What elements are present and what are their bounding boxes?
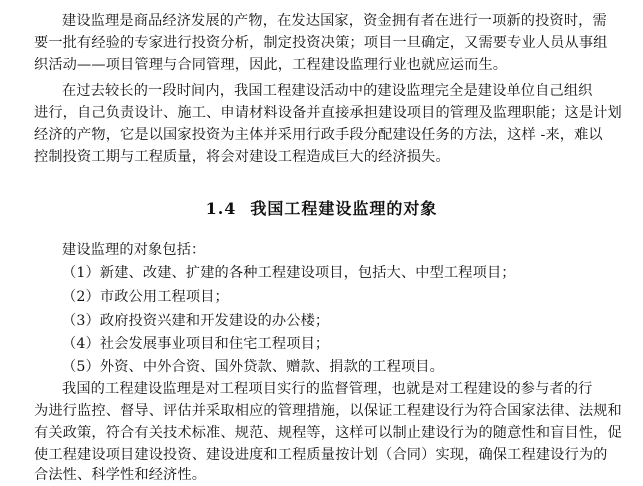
paragraph-2-line-1: 在过去较长的一段时间内，我国工程建设活动中的建设监理完全是建设单位自己组织 xyxy=(62,83,593,99)
objects-intro: 建设监理的对象包括： xyxy=(62,242,206,258)
paragraph-1-line-2: 要一批有经验的专家进行投资分析，制定投资决策；项目一旦确定，又需要专业人员从事组 xyxy=(34,35,608,51)
paragraph-3-line-5: 合法性、科学性和经济性。 xyxy=(34,467,207,483)
list-item-2: （2）市政公用工程项目； xyxy=(62,289,229,305)
list-item-3: （3）政府投资兴建和开发建设的办公楼； xyxy=(62,313,330,329)
list-item-4: （4）社会发展事业项目和住宅工程项目； xyxy=(62,336,330,352)
paragraph-3-line-1: 我国的工程建设监理是对工程项目实行的监督管理，也就是对工程建设的参与者的行 xyxy=(62,381,593,397)
paragraph-3-line-4: 使工程建设项目建设投资、建设进度和工程质量按计划（合同）实现，确保工程建设行为的 xyxy=(34,447,608,463)
paragraph-3-line-3: 有关政策，符合有关技术标准、规范、规程等，这样可以制止建设行为的随意性和盲目性，促 xyxy=(34,425,622,441)
section-number: 1.4 xyxy=(205,199,237,218)
paragraph-1-line-1: 建设监理是商品经济发展的产物，在发达国家，资金拥有者在进行一项新的投资时，需 xyxy=(62,13,607,29)
paragraph-3-line-2: 为进行监控、督导、评估并采取相应的管理措施，以保证工程建设行为符合国家法律、法规和 xyxy=(34,403,622,419)
paragraph-2-line-4: 控制投资工期与工程质量，将会对建设工程造成巨大的经济损失。 xyxy=(34,149,450,165)
list-item-1: （1）新建、改建、扩建的各种工程建设项目，包括大、中型工程项目； xyxy=(62,265,516,281)
paragraph-2-line-2: 进行，自己负责设计、施工、申请材料设备并直接承担建设项目的管理及监理职能；这是计划 xyxy=(34,105,622,121)
paragraph-2-line-3: 经济的产物，它是以国家投资为主体并采用行政手段分配建设任务的方法，这样 -来，难以 xyxy=(34,127,603,143)
section-heading xyxy=(0,197,643,221)
section-title: 我国工程建设监理的对象 xyxy=(250,199,438,218)
list-item-5: （5）外资、中外合资、国外贷款、赠款、捐款的工程项目。 xyxy=(62,359,444,375)
paragraph-1-line-3: 织活动——项目管理与合同管理，因此，工程建设监理行业也就应运而生。 xyxy=(34,57,508,73)
